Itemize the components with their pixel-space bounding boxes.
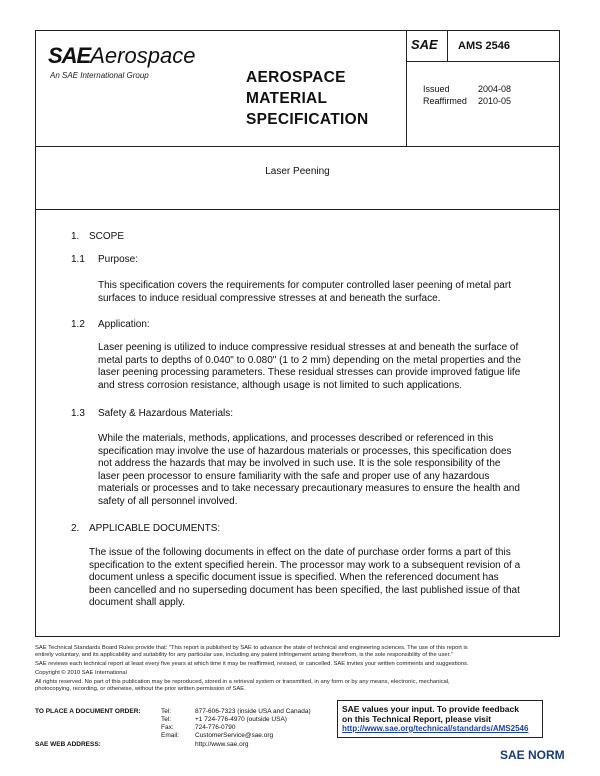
section-1-1-number: 1.1 [71,254,85,265]
text-line: specification may involve the use of hazardous materials or processes, this specification does [98,445,512,457]
section-2-title: APPLICABLE DOCUMENTS: [89,523,221,534]
email-label: Email: [161,732,180,739]
section-1-3-title: Safety & Hazardous Materials: [98,408,234,419]
document-info-panel [406,31,560,146]
text-line: laser peening processing parameters. These residual stresses can provide improved fatigue life [98,367,521,379]
section-1-1-text [98,280,511,305]
web-label: SAE WEB ADDRESS: [35,741,101,748]
text-line: This specification covers the requirements for computer controlled laser peening of metal part [98,280,511,291]
feedback-box [337,700,543,738]
text-line: surfaces to induce residual compressive stresses at and beneath the surface. [98,292,441,304]
text-line: The issue of the following documents in effect on the date of purchase order forms a part of this [89,547,511,558]
text-line: document unless a specific document issue is specified. When the referenced document has [89,572,499,584]
section-1-3-number: 1.3 [71,408,85,419]
logo-brand: SAE [48,43,91,68]
issued-value: 2004-08 [478,84,512,94]
tel-value: 877-606-7323 (inside USA and Canada) [195,708,311,715]
text-line: While the materials, methods, applications, and processes described or referenced in this [98,433,494,444]
section-1-2-text [98,342,521,392]
title-divider [36,209,559,210]
spec-type-title [246,67,368,130]
tel-label: Tel: [161,708,172,715]
section-2-number: 2. [71,523,80,534]
email-value[interactable]: CustomerService@sae.org [195,732,274,739]
doc-number-row [407,31,560,62]
footer-fine-print [35,645,560,693]
section-1-3-text [98,433,520,509]
reaffirmed-value: 2010-05 [478,96,512,106]
reaffirmed-label: Reaffirmed [423,96,467,106]
fax-value: 724-776-0790 [195,724,236,731]
text-line: document shall apply. [89,597,185,609]
doc-number: AMS 2546 [447,31,558,61]
text-line: Laser peening is utilized to induce compressive residual stresses at and beneath the surface of [98,342,519,353]
fine-line: Copyright © 2010 SAE International [35,670,127,676]
feedback-link[interactable]: http://www.sae.org/technical/standards/AMS2546 [342,724,529,733]
fax-label: Fax: [161,724,174,731]
feedback-line: on this Technical Report, please visit [342,714,492,724]
document-header [36,31,559,147]
text-line: not address the hazards that may be involved in such use. It is the sole responsibility of the [98,458,501,470]
text-line: materials or processes and to take necessary precautionary measures to ensure the health and [98,483,520,495]
fine-line: SAE Technical Standards Board Rules provide that: "This report is published by SAE to advance the state of technical and engineering sciences. The use of this report is [35,645,468,651]
text-line: safety of all personnel involved. [98,495,238,507]
section-1-title: SCOPE [89,231,125,242]
web-value[interactable]: http://www.sae.org [195,741,249,748]
fine-line: entirely voluntary, and its applicability and suitability for any particular use, including any patent infringement arising therefrom, is the sole responsibility of the user." [35,652,453,658]
tel2-label: Tel: [161,716,172,723]
feedback-line: SAE values your input. To provide feedback [342,704,519,714]
title-line-1: AEROSPACE [246,69,346,86]
fine-line: All rights reserved. No part of this publication may be reproduced, stored in a retrieval system or transmitted, in any form or by any means, electronic, mechanical, [35,679,450,685]
order-label: TO PLACE A DOCUMENT ORDER: [35,708,141,715]
sae-aerospace-logo [48,43,195,69]
tel2-value: +1 724-776-4970 (outside USA) [195,716,287,723]
text-line: and stress corrosion resistance, although usage is not limited to such applications. [98,379,463,391]
section-1-1-title: Purpose: [98,254,139,265]
section-1-2-number: 1.2 [71,319,85,330]
section-1-2-title: Application: [98,319,150,330]
sae-norm-watermark: SAE NORM [500,748,565,762]
document-title: Laser Peening [265,166,330,177]
logo-word: Aerospace [90,43,196,68]
fine-line: photocopying, recording, or otherwise, without the prior written permission of SAE. [35,686,246,692]
title-line-2: MATERIAL [246,90,328,107]
sae-mark: SAE [411,37,438,52]
issued-label: Issued [423,84,450,94]
fine-line: SAE reviews each technical report at least every five years at which time it may be reaffirmed, revised, or cancelled. SAE invites your written comments and suggestions. [35,661,469,667]
doc-dates [423,83,553,107]
text-line: been cancelled and no superseding document has been specified, the last published issue of that [89,584,520,596]
section-1-number: 1. [71,231,80,242]
section-2-text [89,547,520,610]
text-line: specification to the extent specified herein. The processor may work to a subsequent revision of a [89,559,521,571]
title-line-3: SPECIFICATION [246,111,369,128]
document-frame [35,30,560,637]
text-line: laser peen processor to ensure familiarity with the safe and proper use of any hazardous [98,470,490,482]
logo-subtitle: An SAE International Group [50,71,149,80]
text-line: metal parts to depths of 0.040" to 0.080" (1 to 2 mm) depending on the metal properties and the [98,354,521,366]
